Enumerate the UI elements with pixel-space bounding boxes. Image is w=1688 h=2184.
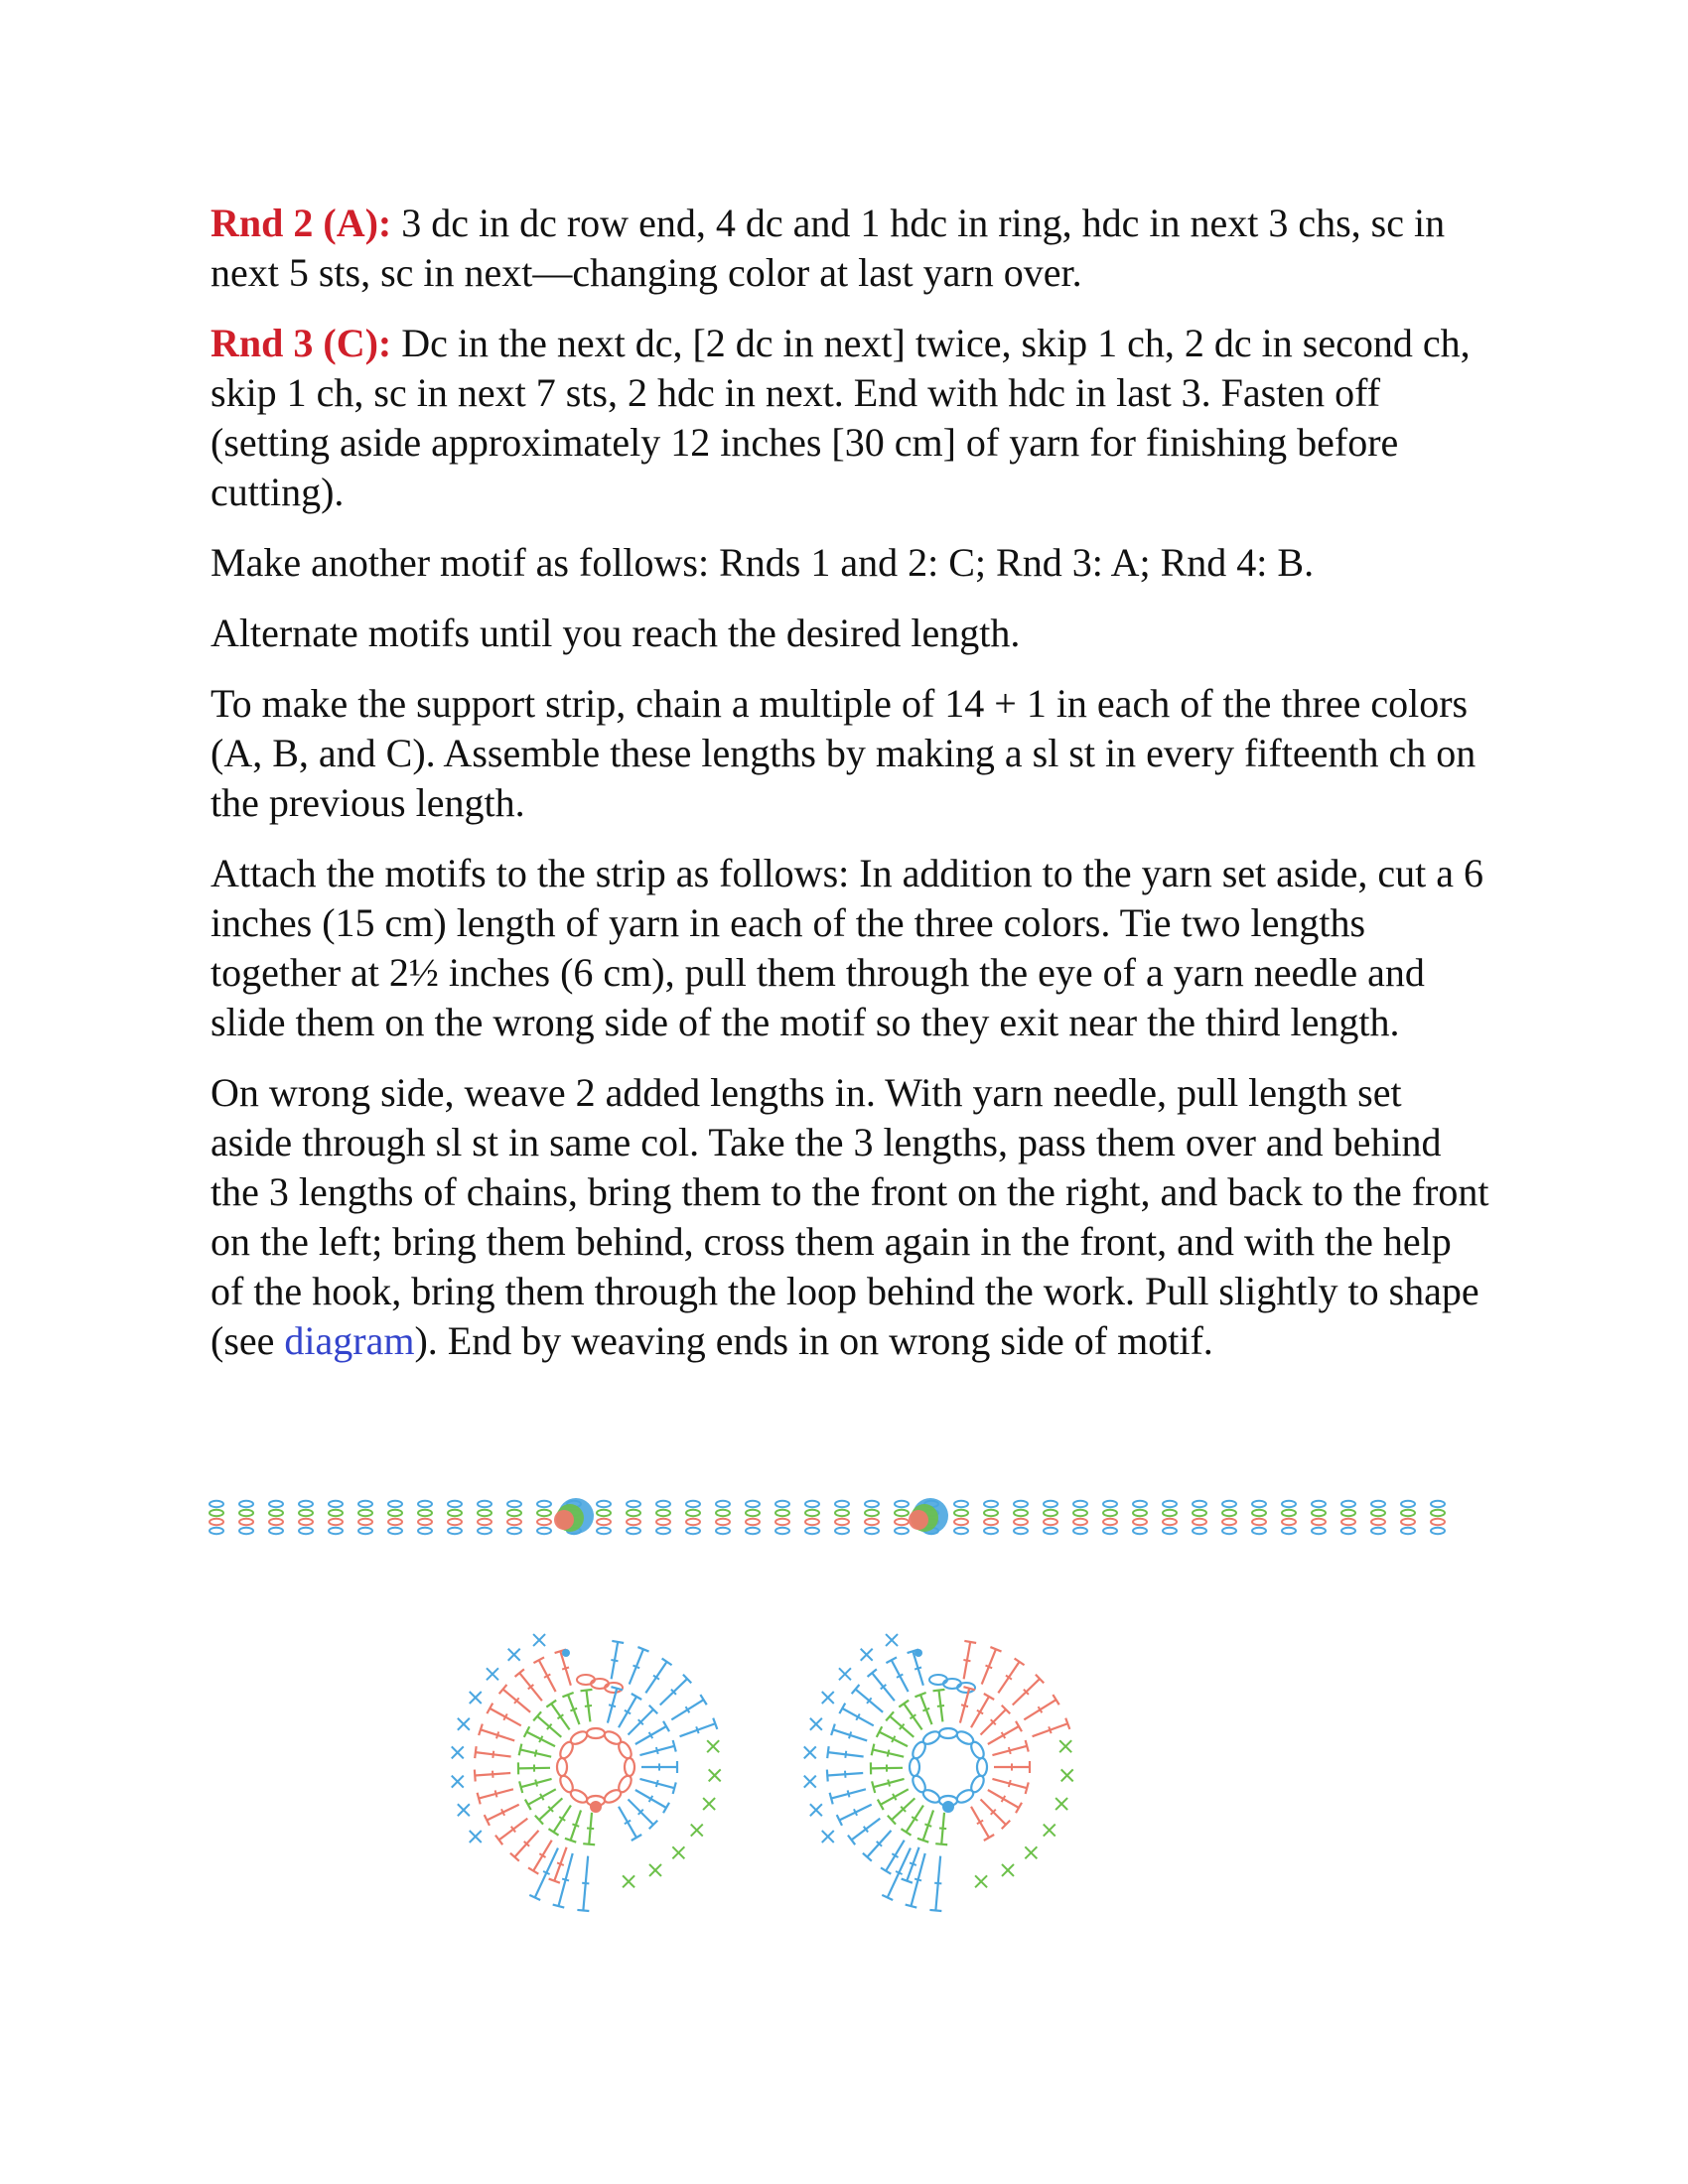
ring-join — [590, 1801, 602, 1813]
chain-stitch — [627, 1501, 640, 1507]
chain-stitch — [537, 1501, 551, 1507]
chain-stitch — [954, 1501, 968, 1507]
paragraph-alternate: Alternate motifs until you reach the desired length. — [211, 611, 1021, 655]
stitch-top — [475, 1770, 476, 1782]
chain-stitch — [507, 1510, 521, 1516]
chain-stitch — [1222, 1528, 1236, 1534]
chain-stitch — [269, 1501, 283, 1507]
chain-stitch — [478, 1501, 492, 1507]
chain-stitch — [1103, 1510, 1117, 1516]
chain-stitch — [1282, 1510, 1296, 1516]
ring-chain — [921, 1729, 942, 1747]
stitch-bar — [633, 1666, 639, 1669]
stitch-top — [1026, 1782, 1029, 1794]
chain-stitch — [716, 1510, 730, 1516]
chain-stitch — [537, 1519, 551, 1525]
chain-stitch — [686, 1501, 700, 1507]
chain-stitch — [418, 1510, 432, 1516]
chain-stitch — [1401, 1528, 1415, 1534]
crochet-diagram — [199, 1494, 1489, 1921]
paragraph-weave — [211, 1068, 1491, 1366]
chain-stitch — [1341, 1510, 1355, 1516]
chain-stitch — [1252, 1510, 1266, 1516]
chain-stitch — [835, 1501, 849, 1507]
chain-stitch — [597, 1519, 611, 1525]
stitch-bar — [849, 1731, 851, 1738]
chain-stitch — [895, 1510, 909, 1516]
stitch-bar — [888, 1780, 890, 1787]
stitch-top — [872, 1744, 875, 1756]
motif-1 — [452, 1634, 721, 1911]
chain-stitch — [448, 1501, 462, 1507]
chain-stitch — [597, 1528, 611, 1534]
ring-chain — [911, 1774, 928, 1795]
stitch-top — [830, 1793, 833, 1805]
stitch-top — [612, 1641, 624, 1643]
ring-chain — [955, 1788, 976, 1806]
weave-text-before: On wrong side, weave 2 added lengths in. With yarn needle, pull length set aside through sl st in same col. Take the 3 lengths, pass them over and behind the 3 lengths of chains, bring them to the front on the right, and back to the front on the left; bring them behind, cross them again in the front, and with the help of the hook, bring them through the loop behind the work. Pull slightly to shape (see — [211, 1070, 1489, 1363]
stitch-bar — [961, 1705, 968, 1706]
ring-join — [942, 1801, 954, 1813]
chain-stitch — [507, 1519, 521, 1525]
chain-stitch — [299, 1510, 313, 1516]
stitch-top — [583, 1843, 595, 1844]
chain-stitch — [895, 1519, 909, 1525]
chain-stitch — [1044, 1510, 1057, 1516]
chain-stitch — [329, 1528, 343, 1534]
chain-stitch — [1014, 1519, 1028, 1525]
stitch-bar — [985, 1666, 992, 1669]
chain-stitch — [1193, 1510, 1206, 1516]
ring-chain — [558, 1774, 576, 1795]
chain-stitch — [1431, 1528, 1445, 1534]
chain-stitch — [478, 1519, 492, 1525]
stitch-bar — [939, 1828, 946, 1829]
stitch-top — [519, 1744, 522, 1756]
chain-stitch — [805, 1528, 819, 1534]
chain-stitch — [1133, 1528, 1147, 1534]
chain-stitch — [1282, 1519, 1296, 1525]
chain-stitch — [1431, 1519, 1445, 1525]
chain-stitch — [239, 1528, 253, 1534]
stitch-top — [553, 1905, 565, 1908]
stitch-bar — [611, 1660, 618, 1661]
paragraph-rnd2 — [211, 199, 1491, 298]
start-dot — [562, 1649, 570, 1657]
chain-stitch — [656, 1528, 670, 1534]
stitch-top — [872, 1781, 875, 1793]
stitch-top — [1026, 1740, 1029, 1752]
ring-chain — [569, 1729, 590, 1747]
stitch-top — [577, 1910, 589, 1911]
stalk-chain — [929, 1675, 947, 1685]
chain-stitch — [775, 1519, 789, 1525]
chain-stitch — [388, 1528, 402, 1534]
stitch-bar — [914, 1667, 921, 1669]
stitch-bar — [582, 1883, 589, 1884]
stitch-top — [519, 1781, 522, 1793]
chain-stitch — [775, 1528, 789, 1534]
chain-stitch — [388, 1501, 402, 1507]
stitch-top — [495, 1836, 502, 1845]
chain-stitch — [805, 1501, 819, 1507]
chain-stitch — [716, 1519, 730, 1525]
ring-chain — [617, 1740, 634, 1761]
stitch-bar — [924, 1824, 931, 1826]
chain-stitch — [984, 1519, 998, 1525]
stitch-bar — [922, 1708, 929, 1711]
chain-stitch — [1133, 1501, 1147, 1507]
chain-stitch — [448, 1528, 462, 1534]
start-dot — [914, 1649, 922, 1657]
chain-stitch — [1371, 1510, 1385, 1516]
chain-stitch — [1312, 1528, 1326, 1534]
chain-stitch — [954, 1519, 968, 1525]
stitch-bar — [1049, 1726, 1051, 1733]
chain-stitch — [1133, 1519, 1147, 1525]
chain-stitch — [1073, 1501, 1087, 1507]
chain-stitch — [716, 1501, 730, 1507]
chain-stitch — [239, 1510, 253, 1516]
stitch-bar — [535, 1750, 537, 1757]
chain-stitch — [656, 1519, 670, 1525]
ring-chain — [603, 1788, 624, 1806]
chain-stitch — [627, 1519, 640, 1525]
chain-stitch — [954, 1528, 968, 1534]
pattern-text — [211, 199, 1491, 1387]
chain-stitch — [1073, 1528, 1087, 1534]
stitch-top — [827, 1770, 828, 1782]
stitch-bar — [696, 1726, 698, 1733]
chain-stitch — [358, 1510, 372, 1516]
chain-stitch — [1401, 1510, 1415, 1516]
chain-stitch — [984, 1510, 998, 1516]
chain-stitch — [1371, 1528, 1385, 1534]
chain-stitch — [1014, 1501, 1028, 1507]
chain-stitch — [329, 1510, 343, 1516]
stitch-top — [662, 1659, 672, 1666]
paragraph-another-motif: Make another motif as follows: Rnds 1 and 2: C; Rnd 3: A; Rnd 4: B. — [211, 540, 1315, 585]
ring-chain — [939, 1728, 957, 1738]
stitch-bar — [963, 1660, 970, 1661]
chain-stitch — [299, 1528, 313, 1534]
chain-stitch — [358, 1528, 372, 1534]
chain-stitch — [1252, 1519, 1266, 1525]
stitch-top — [475, 1746, 476, 1758]
stitch-bar — [845, 1771, 846, 1778]
chain-stitch — [895, 1528, 909, 1534]
stitch-bar — [492, 1771, 493, 1778]
stitch-bar — [1009, 1780, 1011, 1787]
chain-stitch — [478, 1528, 492, 1534]
stitch-top — [673, 1782, 676, 1794]
chain-stitch — [746, 1510, 760, 1516]
chain-stitch — [507, 1528, 521, 1534]
chain-stitch — [1073, 1510, 1087, 1516]
paragraph-attach: Attach the motifs to the strip as follows: In addition to the yarn set aside, cut a 6 inches (15 cm) length of yarn in each of the three colors. Tie two lengths together at 2½ inches (6 cm), pull them through the eye of a yarn needle and slide them on the wrong side of the motif so they exit near the third length. — [211, 851, 1483, 1044]
chain-stitch — [1341, 1519, 1355, 1525]
chain-stitch — [627, 1510, 640, 1516]
stitch-bar — [845, 1751, 846, 1758]
knot-orange — [909, 1510, 928, 1530]
stitch-bar — [609, 1705, 616, 1706]
stitch-bar — [656, 1747, 658, 1754]
chain-stitch — [835, 1528, 849, 1534]
chain-stitch — [1222, 1519, 1236, 1525]
stitch-bar — [587, 1828, 594, 1829]
stitch-bar — [570, 1708, 577, 1711]
chain-stitch — [746, 1501, 760, 1507]
support-strip-chains — [210, 1498, 1445, 1534]
chain-stitch — [478, 1510, 492, 1516]
chain-stitch — [1163, 1519, 1177, 1525]
chain-stitch — [1252, 1528, 1266, 1534]
chain-stitch — [984, 1528, 998, 1534]
chain-stitch — [746, 1519, 760, 1525]
chain-stitch — [1103, 1528, 1117, 1534]
stitch-bar — [848, 1790, 850, 1797]
ring-chain — [625, 1758, 634, 1776]
chain-stitch — [656, 1510, 670, 1516]
stitch-top — [848, 1836, 855, 1845]
chain-stitch — [656, 1501, 670, 1507]
paragraph-support-strip: To make the support strip, chain a multiple of 14 + 1 in each of the three colors (A, B, and C). Assemble these lengths by making a sl st in every fifteenth ch on the previous length. — [211, 681, 1477, 825]
chain-stitch — [239, 1519, 253, 1525]
chain-stitch — [210, 1528, 223, 1534]
stalk-chain — [577, 1675, 595, 1685]
chain-stitch — [1222, 1510, 1236, 1516]
stitch-bar — [496, 1731, 498, 1738]
stitch-bar — [501, 1809, 504, 1815]
chain-stitch — [835, 1510, 849, 1516]
stitch-bar — [934, 1883, 941, 1884]
stitch-bar — [492, 1751, 493, 1758]
chain-stitch — [627, 1528, 640, 1534]
chain-stitch — [1163, 1528, 1177, 1534]
chain-stitch — [1193, 1501, 1206, 1507]
ring-chain — [910, 1758, 919, 1776]
chain-stitch — [865, 1519, 879, 1525]
chain-stitch — [1252, 1501, 1266, 1507]
stitch-top — [964, 1641, 976, 1643]
chain-stitch — [1044, 1528, 1057, 1534]
chain-stitch — [597, 1501, 611, 1507]
ring-chain — [557, 1758, 567, 1776]
chain-stitch — [448, 1519, 462, 1525]
chain-stitch — [865, 1528, 879, 1534]
chain-stitch — [1312, 1519, 1326, 1525]
chain-stitch — [1133, 1510, 1147, 1516]
stitch-bar — [557, 1862, 564, 1864]
chain-stitch — [1341, 1528, 1355, 1534]
ring-chain — [587, 1728, 605, 1738]
weave-text-after: ). End by weaving ends in on wrong side of motif. — [414, 1318, 1213, 1363]
chain-stitch — [358, 1501, 372, 1507]
stitch-bar — [888, 1750, 890, 1757]
knot-orange — [554, 1510, 574, 1530]
chain-stitch — [1073, 1519, 1087, 1525]
chain-stitch — [329, 1501, 343, 1507]
rnd3-text: Dc in the next dc, [2 dc in next] twice, skip 1 ch, 2 dc in second ch, skip 1 ch, sc in next 7 sts, 2 hdc in next. End with hdc in last 3. Fasten off (setting aside approximately 12 inches [30 cm] of yarn for finishing before cutting). — [211, 321, 1471, 514]
chain-stitch — [1044, 1519, 1057, 1525]
chain-stitch — [388, 1510, 402, 1516]
stitch-top — [673, 1740, 676, 1752]
chain-stitch — [1341, 1501, 1355, 1507]
rnd2-text: 3 dc in dc row end, 4 dc and 1 hdc in ring, hdc in next 3 chs, sc in next 5 sts, sc in next—changing color at last yarn over. — [211, 201, 1446, 295]
stitch-top — [546, 1701, 556, 1707]
rnd2-label: Rnd 2 (A): — [211, 201, 392, 245]
stitch-bar — [914, 1879, 921, 1881]
stitch-top — [901, 1829, 911, 1836]
chain-stitch — [1044, 1501, 1057, 1507]
chain-stitch — [1193, 1519, 1206, 1525]
chain-stitch — [507, 1501, 521, 1507]
chain-stitch — [418, 1501, 432, 1507]
stitch-top — [581, 1690, 593, 1691]
chain-stitch — [1431, 1510, 1445, 1516]
motif-2 — [804, 1634, 1073, 1911]
chain-stitch — [835, 1519, 849, 1525]
chain-stitch — [1401, 1501, 1415, 1507]
stitch-bar — [910, 1862, 916, 1864]
stitch-top — [935, 1843, 947, 1844]
chain-stitch — [299, 1519, 313, 1525]
paragraph-rnd3 — [211, 319, 1491, 517]
diagram-link[interactable]: diagram — [284, 1318, 415, 1363]
chain-stitch — [865, 1510, 879, 1516]
stitch-top — [906, 1905, 917, 1908]
stitch-bar — [656, 1780, 658, 1787]
stitch-bar — [543, 1871, 550, 1874]
chain-stitch — [239, 1501, 253, 1507]
chain-stitch — [805, 1510, 819, 1516]
stitch-top — [963, 1687, 975, 1690]
chain-stitch — [686, 1528, 700, 1534]
stitch-bar — [572, 1824, 579, 1826]
chain-stitch — [210, 1501, 223, 1507]
chain-stitch — [1282, 1528, 1296, 1534]
chain-stitch — [388, 1519, 402, 1525]
chain-stitch — [775, 1510, 789, 1516]
stalk-chain — [591, 1679, 609, 1689]
chain-stitch — [1163, 1501, 1177, 1507]
chain-stitch — [865, 1501, 879, 1507]
chain-stitch — [984, 1501, 998, 1507]
rnd3-label: Rnd 3 (C): — [211, 321, 392, 365]
chain-stitch — [418, 1528, 432, 1534]
chain-stitch — [210, 1519, 223, 1525]
ring-chain — [969, 1740, 987, 1761]
chain-stitch — [805, 1519, 819, 1525]
chain-stitch — [269, 1519, 283, 1525]
chain-stitch — [1014, 1510, 1028, 1516]
stitch-top — [700, 1695, 706, 1705]
chain-stitch — [1431, 1501, 1445, 1507]
stitch-top — [1015, 1659, 1025, 1666]
chain-stitch — [1163, 1510, 1177, 1516]
stitch-bar — [896, 1871, 903, 1874]
stitch-bar — [854, 1809, 857, 1815]
stalk-chain — [943, 1679, 961, 1689]
chain-stitch — [1193, 1528, 1206, 1534]
stitch-top — [1053, 1695, 1058, 1705]
stitch-top — [899, 1701, 909, 1707]
stitch-top — [933, 1690, 945, 1691]
stitch-top — [611, 1687, 623, 1690]
chain-stitch — [299, 1501, 313, 1507]
chain-stitch — [1312, 1501, 1326, 1507]
stitch-bar — [495, 1790, 497, 1797]
chain-stitch — [1103, 1519, 1117, 1525]
stitch-top — [478, 1793, 481, 1805]
chain-stitch — [597, 1510, 611, 1516]
chain-stitch — [1312, 1510, 1326, 1516]
chain-stitch — [686, 1510, 700, 1516]
chain-stitch — [1103, 1501, 1117, 1507]
ring-chain — [977, 1758, 987, 1776]
chain-stitch — [418, 1519, 432, 1525]
chain-stitch — [537, 1528, 551, 1534]
chain-stitch — [746, 1528, 760, 1534]
chain-stitch — [448, 1510, 462, 1516]
stitch-top — [548, 1829, 558, 1836]
stitch-top — [827, 1746, 828, 1758]
stitch-top — [881, 1867, 891, 1873]
stitch-bar — [562, 1879, 569, 1881]
chain-stitch — [269, 1528, 283, 1534]
chain-stitch — [1014, 1528, 1028, 1534]
stitch-top — [929, 1910, 941, 1911]
chain-stitch — [329, 1519, 343, 1525]
stitch-top — [528, 1867, 538, 1873]
chain-stitch — [686, 1519, 700, 1525]
chain-stitch — [1282, 1501, 1296, 1507]
chain-stitch — [1371, 1501, 1385, 1507]
chain-stitch — [269, 1510, 283, 1516]
chain-stitch — [716, 1528, 730, 1534]
chain-stitch — [358, 1519, 372, 1525]
chain-stitch — [1222, 1501, 1236, 1507]
stitch-bar — [562, 1667, 569, 1669]
chain-stitch — [895, 1501, 909, 1507]
stitch-bar — [1009, 1747, 1011, 1754]
chain-stitch — [537, 1510, 551, 1516]
chain-stitch — [1371, 1519, 1385, 1525]
chain-stitch — [210, 1510, 223, 1516]
stitch-bar — [535, 1780, 537, 1787]
chain-stitch — [775, 1501, 789, 1507]
chain-stitch — [1401, 1519, 1415, 1525]
chain-stitch — [954, 1510, 968, 1516]
